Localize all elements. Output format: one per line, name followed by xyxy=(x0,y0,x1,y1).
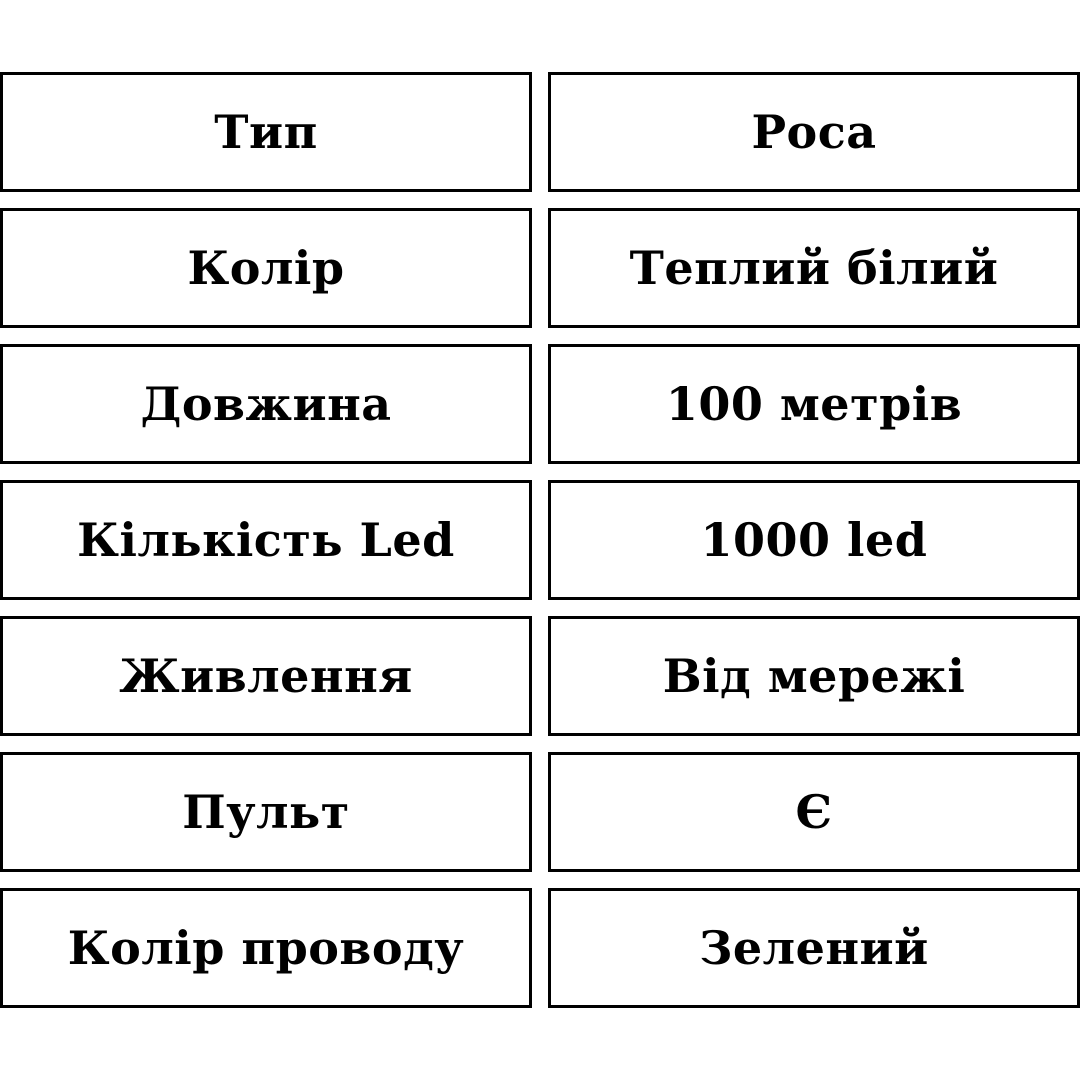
spec-label: Колір xyxy=(0,208,532,328)
spec-value: Є xyxy=(548,752,1080,872)
spec-row-color xyxy=(0,208,1080,328)
spec-row-led-count xyxy=(0,480,1080,600)
spec-row-type xyxy=(0,72,1080,192)
spec-row-remote xyxy=(0,752,1080,872)
spec-value: Зелений xyxy=(548,888,1080,1008)
spec-value: Від мережі xyxy=(548,616,1080,736)
spec-row-power xyxy=(0,616,1080,736)
spec-label: Живлення xyxy=(0,616,532,736)
spec-row-wire-color xyxy=(0,888,1080,1008)
spec-table xyxy=(0,72,1080,1024)
spec-label: Довжина xyxy=(0,344,532,464)
spec-row-length xyxy=(0,344,1080,464)
spec-value: 100 метрів xyxy=(548,344,1080,464)
spec-value: Роса xyxy=(548,72,1080,192)
spec-label: Пульт xyxy=(0,752,532,872)
spec-value: 1000 led xyxy=(548,480,1080,600)
spec-value: Теплий білий xyxy=(548,208,1080,328)
spec-label: Кількість Led xyxy=(0,480,532,600)
spec-label: Тип xyxy=(0,72,532,192)
spec-label: Колір проводу xyxy=(0,888,532,1008)
